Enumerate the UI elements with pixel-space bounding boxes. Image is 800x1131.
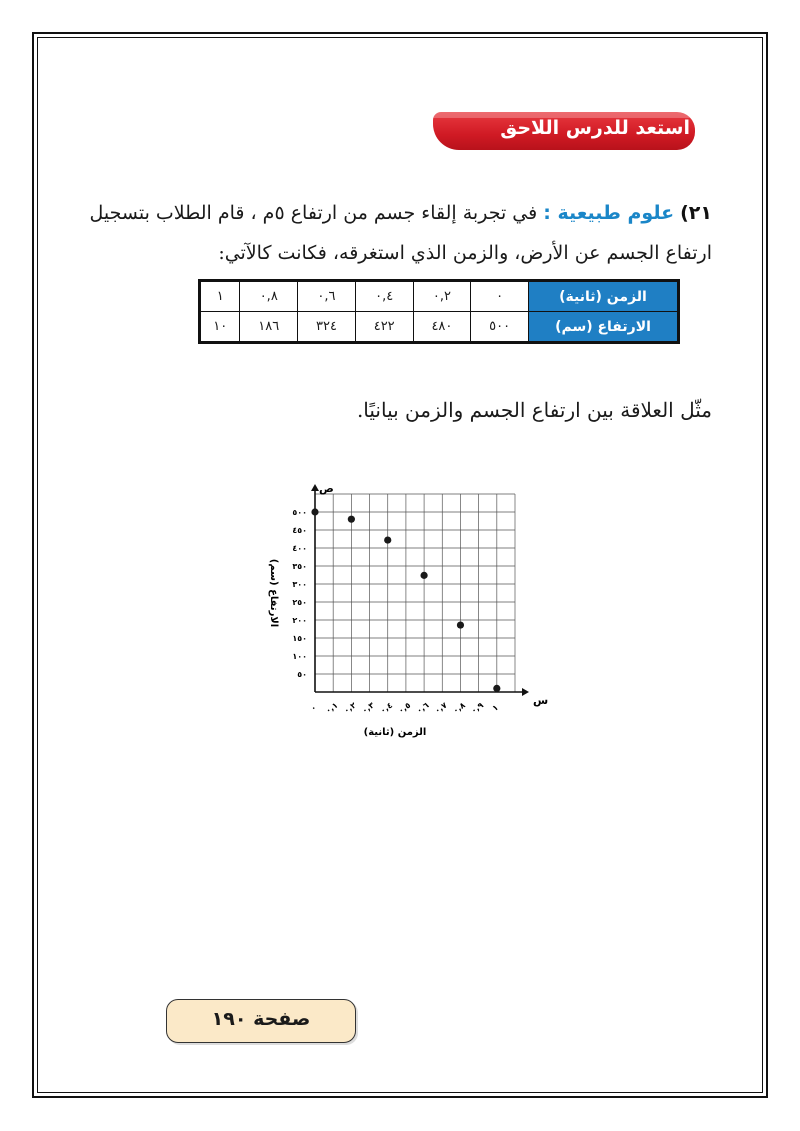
x-tick-label: ٠,٤ bbox=[378, 700, 395, 716]
data-table bbox=[200, 281, 678, 342]
x-tick-label: ٠,٣ bbox=[360, 700, 376, 716]
x-tick-label: ٠,٩ bbox=[469, 700, 486, 716]
x-tick-label: ٠ bbox=[308, 702, 319, 714]
x-tick-label: ٠,٦ bbox=[414, 700, 431, 716]
data-point bbox=[420, 572, 427, 579]
table-cell: ٤٨٠ bbox=[413, 312, 471, 342]
question-topic: علوم طبيعية : bbox=[543, 202, 675, 224]
data-point bbox=[348, 516, 355, 523]
x-tick-label: ٠,٢ bbox=[342, 700, 358, 716]
table-cell: ٠,٦ bbox=[298, 282, 356, 312]
y-tick-label: ٣٥٠ bbox=[292, 562, 307, 571]
x-axis-letter: س bbox=[533, 694, 549, 707]
y-tick-label: ٣٠٠ bbox=[292, 580, 307, 589]
table-cell: ٠,٢ bbox=[413, 282, 471, 312]
y-tick-label: ٥٠ bbox=[297, 670, 307, 679]
x-tick-label: ١ bbox=[490, 702, 500, 714]
y-tick-label: ٤٥٠ bbox=[292, 526, 307, 535]
question-number: ٢١) bbox=[680, 202, 712, 224]
y-axis-letter: ص bbox=[319, 482, 334, 495]
table-cell: ١ bbox=[201, 282, 240, 312]
table-cell: ٤٢٢ bbox=[355, 312, 413, 342]
table-row-height bbox=[201, 312, 678, 342]
question-line-2: ارتفاع الجسم عن الأرض، والزمن الذي استغرقه، فكانت كالآتي: bbox=[218, 242, 712, 264]
x-tick-label: ٠,٥ bbox=[396, 700, 413, 716]
question-text-1: في تجربة إلقاء جسم من ارتفاع ٥م ، قام الطلاب بتسجيل bbox=[89, 202, 538, 224]
table-cell: ١٠ bbox=[201, 312, 240, 342]
y-tick-label: ٤٠٠ bbox=[292, 544, 307, 553]
x-tick-label: ٠,١ bbox=[323, 700, 340, 716]
table-cell: ٠ bbox=[471, 282, 529, 312]
y-tick-label: ١٥٠ bbox=[292, 634, 307, 643]
table-cell: ٣٢٤ bbox=[298, 312, 356, 342]
time-header-cell: الزمن (ثانية) bbox=[529, 282, 678, 312]
table-cell: ٠,٤ bbox=[355, 282, 413, 312]
x-tick-label: ٠,٧ bbox=[433, 700, 449, 716]
scatter-chart bbox=[255, 482, 549, 743]
height-header-cell: الارتفاع (سم) bbox=[529, 312, 678, 342]
x-axis-arrow-icon bbox=[522, 688, 529, 696]
table-cell: ٠,٨ bbox=[240, 282, 298, 312]
data-point bbox=[384, 536, 391, 543]
question-line-1 bbox=[90, 202, 712, 224]
y-tick-label: ٥٠٠ bbox=[292, 508, 307, 517]
data-point bbox=[493, 685, 500, 692]
x-axis-title: الزمن (ثانية) bbox=[363, 727, 427, 738]
y-tick-label: ٢٠٠ bbox=[292, 616, 307, 625]
table-cell: ١٨٦ bbox=[240, 312, 298, 342]
page-number: صفحة ١٩٠ bbox=[211, 1008, 311, 1030]
graph-prompt: مثّل العلاقة بين ارتفاع الجسم والزمن بيانيًا. bbox=[356, 398, 712, 422]
x-tick-label: ٠,٨ bbox=[451, 700, 467, 716]
table-cell: ٥٠٠ bbox=[471, 312, 529, 342]
data-point bbox=[457, 621, 464, 628]
y-tick-label: ٢٥٠ bbox=[292, 598, 307, 607]
table-row-time bbox=[201, 282, 678, 312]
data-point bbox=[311, 508, 318, 515]
y-tick-label: ١٠٠ bbox=[292, 652, 307, 661]
section-banner-title: استعد للدرس اللاحق bbox=[500, 117, 690, 139]
y-axis-title: الارتفاع (سم) bbox=[268, 558, 279, 628]
